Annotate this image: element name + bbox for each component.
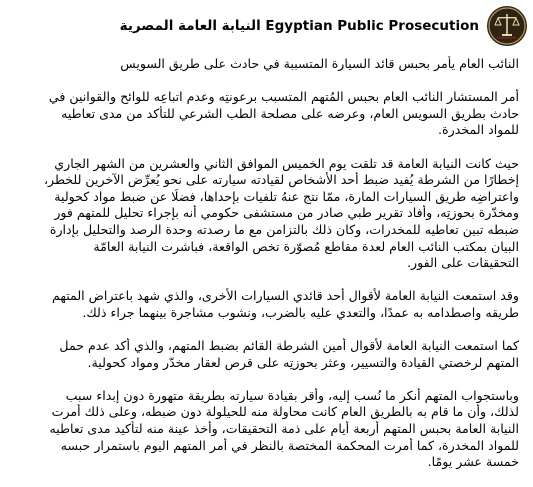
post-text-line: وقد استمعت النيابة العامة لأقوال أحد قائدي السيارات الأخرى، والذي شهد باعتراض المتهم <box>52 288 519 304</box>
post-text-line: وباستجواب المتهم أنكر ما نُسب إليه، وأقر بقيادة سيارته بطريقة متهورة دون إبداء سبب <box>65 387 519 403</box>
post-text-line: للمواد المخدرة. <box>438 122 519 138</box>
post-text-line: حادث بطريق السويس العام، وعرضه على مصلحة الطب الشرعي للتأكد من مدى تعاطيه <box>61 105 519 121</box>
post-text-line: كما استمعت النيابة العامة لأقوال أمين الشرطة القائم بضبط المتهم، والذي أكد عدم حمل <box>59 338 519 354</box>
page-name-link[interactable]: Egyptian Public Prosecution النيابة العامة المصرية <box>119 18 479 34</box>
post-text-line: النائب العام يأمر بحبس قائد السيارة المتسببة في حادث على طريق السويس <box>120 56 519 71</box>
post-text-line: حيث كانت النيابة العامة قد تلقت يوم الخميس الموافق الثاني والعشرين من الشهر الجاري <box>54 155 519 171</box>
post-header <box>120 6 527 46</box>
post-text-line: ضبطه تبين تعاطيه للمخدرات، وكان ذلك بالتزامن مع ما رصدته وحدة الرصد والتحليل بإدارة <box>49 221 519 237</box>
post-text-line: أمر المستشار النائب العام بحبس المُتهم المتسبب برعونتِه وعدم اتباعِه للوائح والقوانين في <box>48 89 519 105</box>
page-logo[interactable] <box>487 6 527 46</box>
post-text-line: لذلك، وأن ما قام به بالطريق العام كانت محاولة منه للحيلولة دون ضبطه، وعلى ذلك أمرت <box>51 404 519 420</box>
post-text-line: النيابة العامة بحبس المتهم أربعة أيام على ذمة التحقيقات، وأخذ عينة منه لتأكيد مدى تعاطيه <box>49 421 519 437</box>
post-text-line: المتهم لرخصتي القيادة والتسيير، وعثر بحوزتِه على قرص لعقار مخدّر ومواد كحولية. <box>87 354 519 370</box>
post-paragraph <box>8 56 519 73</box>
scales-of-justice-icon <box>487 6 527 46</box>
post-paragraph <box>8 338 519 371</box>
post-text-line: واعتراضِه طريق السيارات المارة، ممّا نتج عنهُ تلفيات بإحداها، فضلًا عن ضبط مواد كحولية <box>54 188 519 204</box>
post-text-line: البيان بمكتب النائب العام لعدة مقاطع مُصوّرة تخص الواقعة، فباشرت النيابة العامّة <box>93 238 519 254</box>
post-text-line: للمواد المخدرة، كما أمرت المحكمة المختصة بالنظر في أمر المتهم اليوم باستمرار حبسه <box>60 437 519 453</box>
post-text-line: إخطارًا من الشرطة يُفيد ضبط أحد الأشخاص لقيادته سيارته على نحو يُعرِّض الآخرين للخطر، <box>43 172 519 188</box>
post-text-line: التحقيقات على الفور. <box>407 255 519 271</box>
post-text-line: ومخدّرة بحوزتِه، وأفاد تقرير طبي صادر من مستشفى حكومي أنه بإجراء تحليل للمتهم فور <box>54 205 519 221</box>
post-body <box>8 56 519 487</box>
post-paragraph <box>8 89 519 139</box>
post-text-line: طريقه واصطدامه به عمدًا، والتعدي عليه بالضرب، ونشوب مشاجرة بينهما جراء ذلك. <box>82 304 519 320</box>
post-paragraph <box>8 388 519 471</box>
post-text-line: خمسة عشر يومًا. <box>427 454 519 470</box>
post-paragraph <box>8 288 519 321</box>
post-paragraph <box>8 156 519 272</box>
